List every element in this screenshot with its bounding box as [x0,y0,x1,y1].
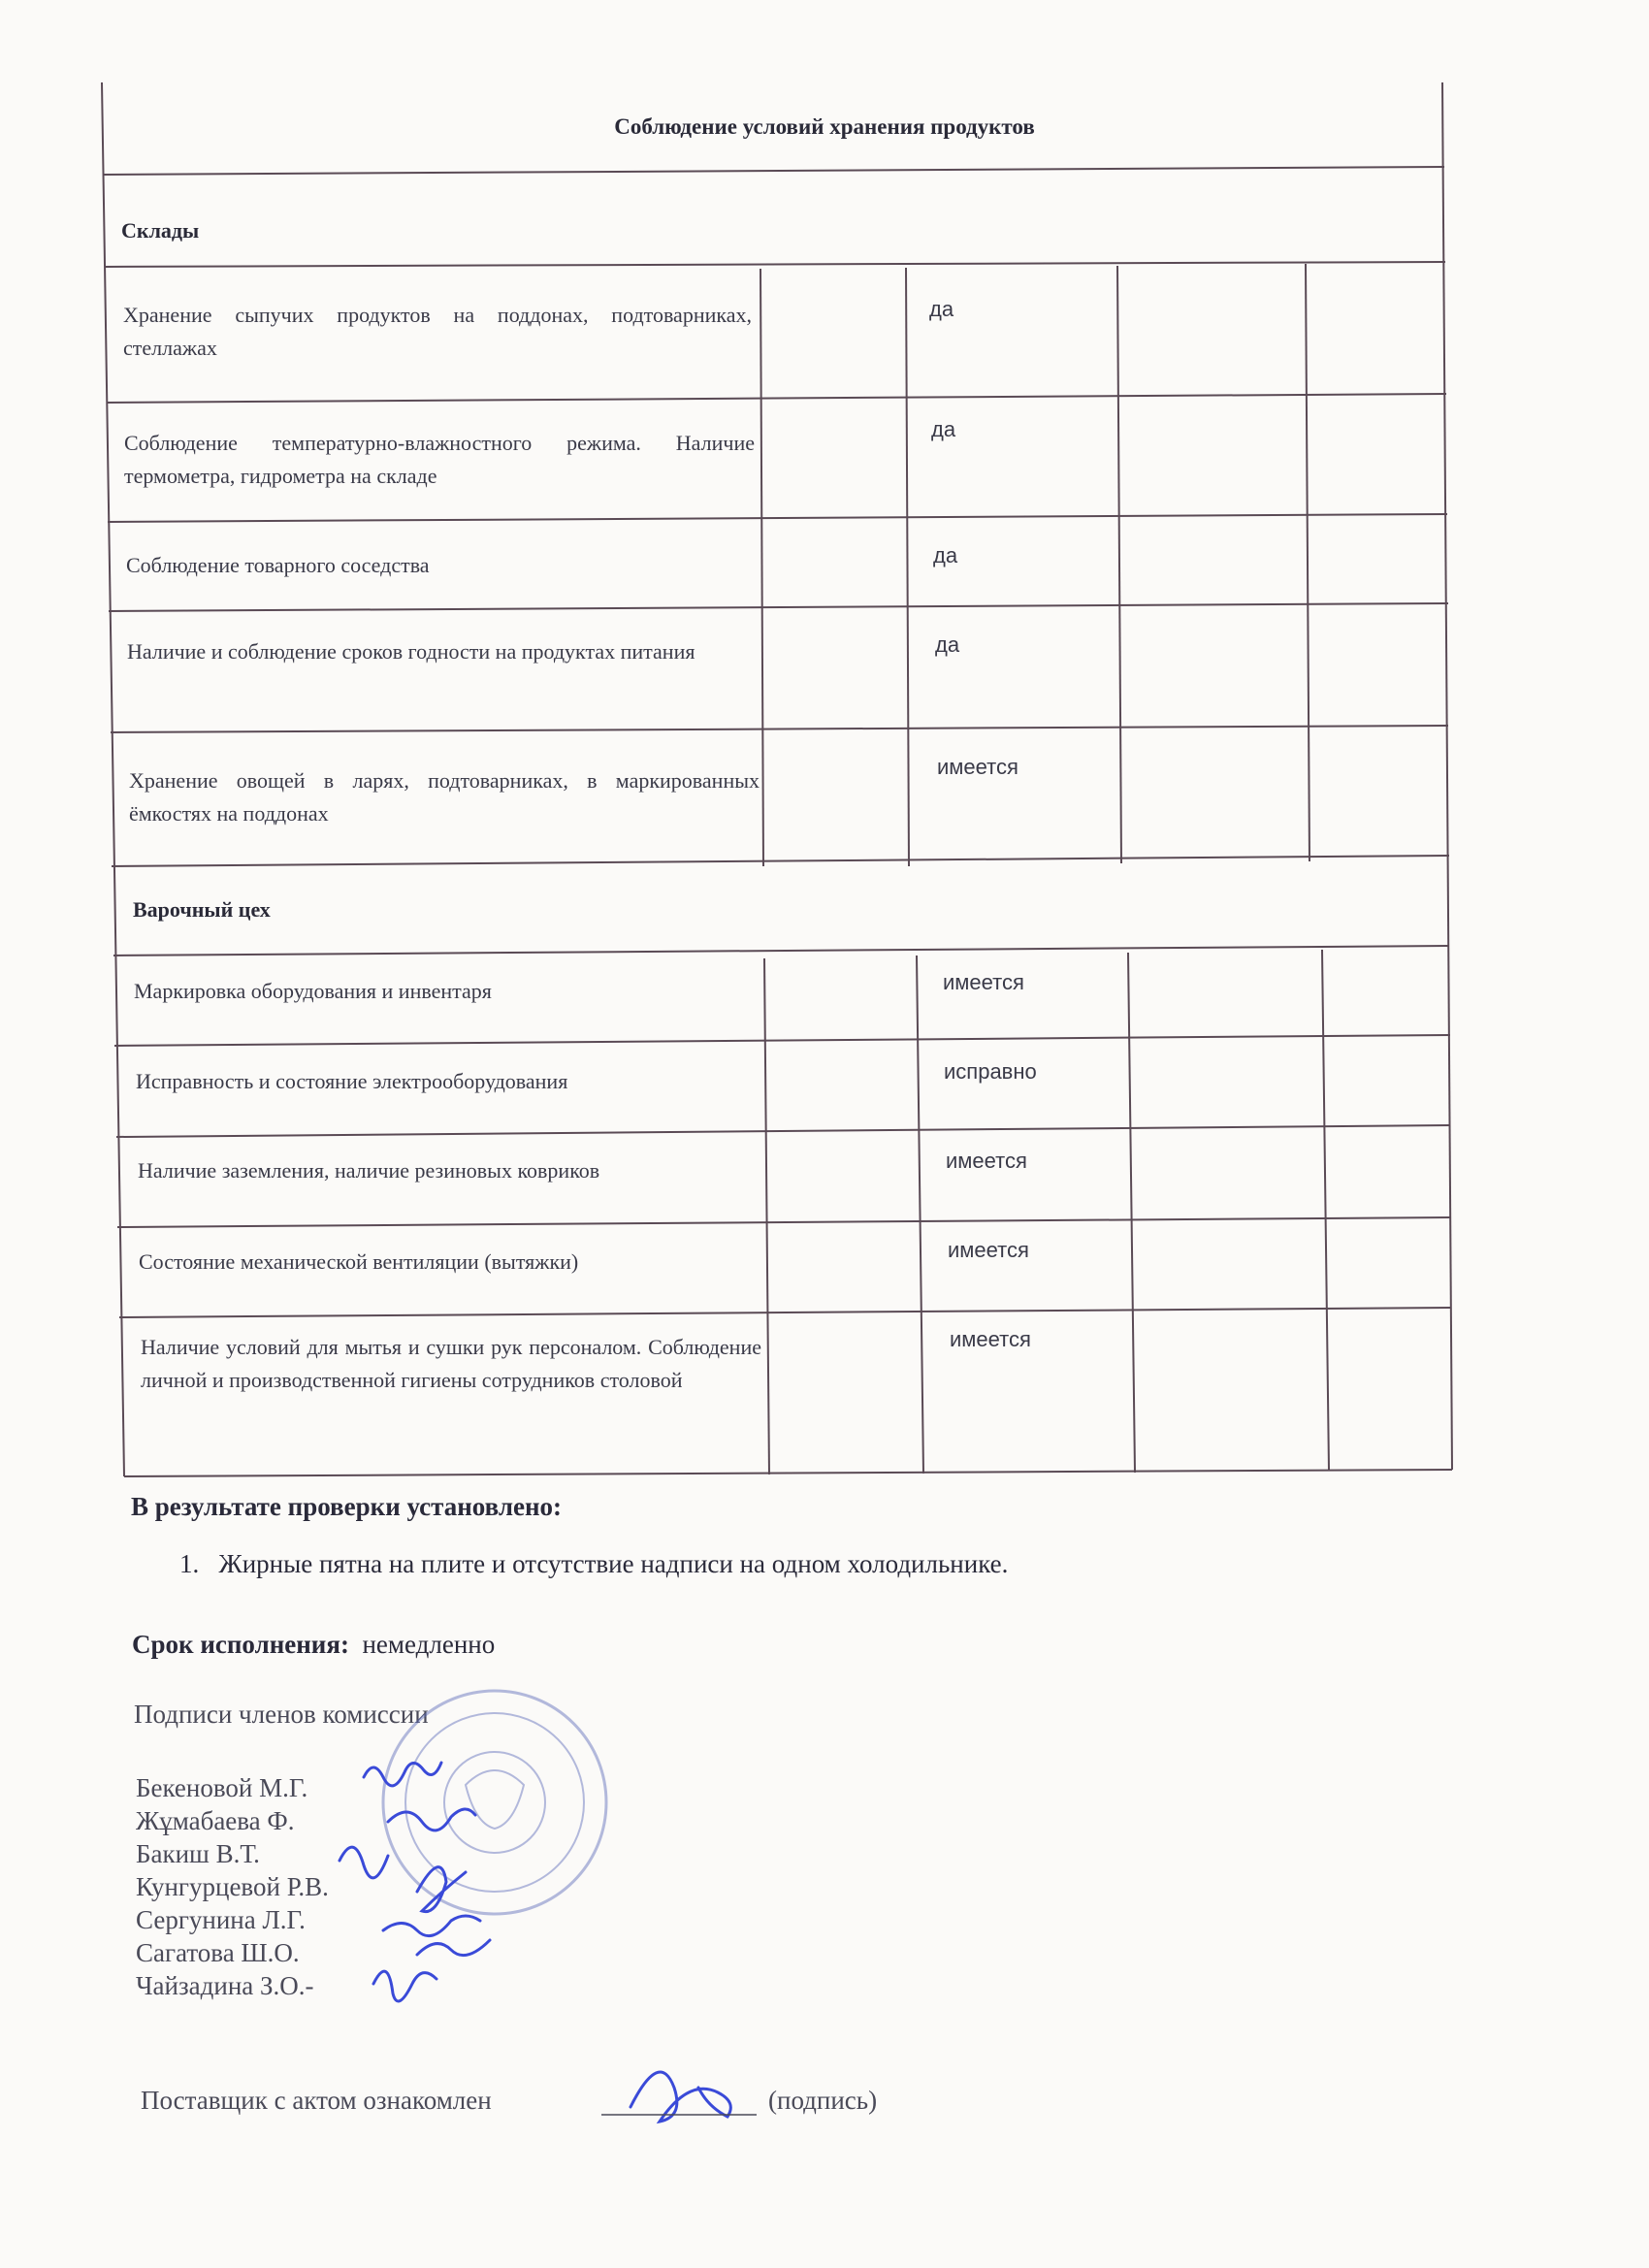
row-label: Наличие условий для мытья и сушки рук персоналом. Соблюдение личной и производственной гигиены сотрудников столовой [141,1335,761,1392]
row-value: имеется [946,1149,1027,1173]
member-signatures [340,1763,490,2001]
supplier-signature [630,2072,730,2122]
row-label: Наличие заземления, наличие резиновых ковриков [138,1158,600,1183]
row-value: исправно [944,1059,1037,1084]
row-value: да [929,297,954,321]
row-label: Исправность и состояние электрооборудования [136,1069,568,1093]
table-title: Соблюдение условий хранения продуктов [614,114,1035,139]
supplier-sign-hint: (подпись) [768,2086,878,2115]
commission-member: Жұмабаева Ф. [136,1806,295,1835]
row-label: Хранение овощей в ларях, подтоварниках, в маркированных ёмкостях на поддонах [129,768,760,826]
row-label: Состояние механической вентиляции (вытяжки) [139,1249,579,1274]
row-value: да [935,632,960,657]
commission-member: Чайзадина З.О.- [136,1971,314,2000]
result-heading: В результате проверки установлено: [131,1492,563,1521]
row-value: имеется [948,1238,1029,1262]
row-label: Наличие и соблюдение сроков годности на продуктах питания [127,639,695,664]
deadline-label: Срок исполнения [132,1630,340,1659]
commission-member: Бекеновой М.Г. [136,1773,308,1802]
result-item [179,1549,1008,1579]
deadline-value: немедленно [362,1630,496,1659]
commission-member: Кунгурцевой Р.В. [136,1872,329,1901]
row-value: да [933,543,958,567]
deadline: Срок исполнения: немедленно [132,1630,496,1659]
row-value: имеется [950,1327,1031,1351]
commission-member: Сергунина Л.Г. [136,1905,306,1934]
supplier-acknowledgement [141,2086,492,2116]
row-value: имеется [943,970,1024,994]
list-number: 1. [179,1549,200,1578]
row-label: Соблюдение температурно-влажностного режима. Наличие термометра, гидрометра на складе [124,431,755,488]
commission-member: Бакиш В.Т. [136,1839,260,1868]
result-item-text: Жирные пятна на плите и отсутствие надписи на одном холодильнике. [218,1549,1009,1578]
commission-member: Сагатова Ш.О. [136,1938,300,1967]
row-label: Хранение сыпучих продуктов на поддонах, подтоварниках, стеллажах [123,303,752,360]
row-value: имеется [937,755,1018,779]
row-label: Соблюдение товарного соседства [126,553,430,577]
section-header-warehouses: Склады [121,218,200,243]
row-label: Маркировка оборудования и инвентаря [134,979,492,1003]
supplier-text: Поставщик с актом ознакомлен [141,2086,492,2115]
commission-heading: Подписи членов комиссии [134,1700,429,1729]
section-header-cooking-shop: Варочный цех [133,897,271,922]
row-value: да [931,417,956,441]
